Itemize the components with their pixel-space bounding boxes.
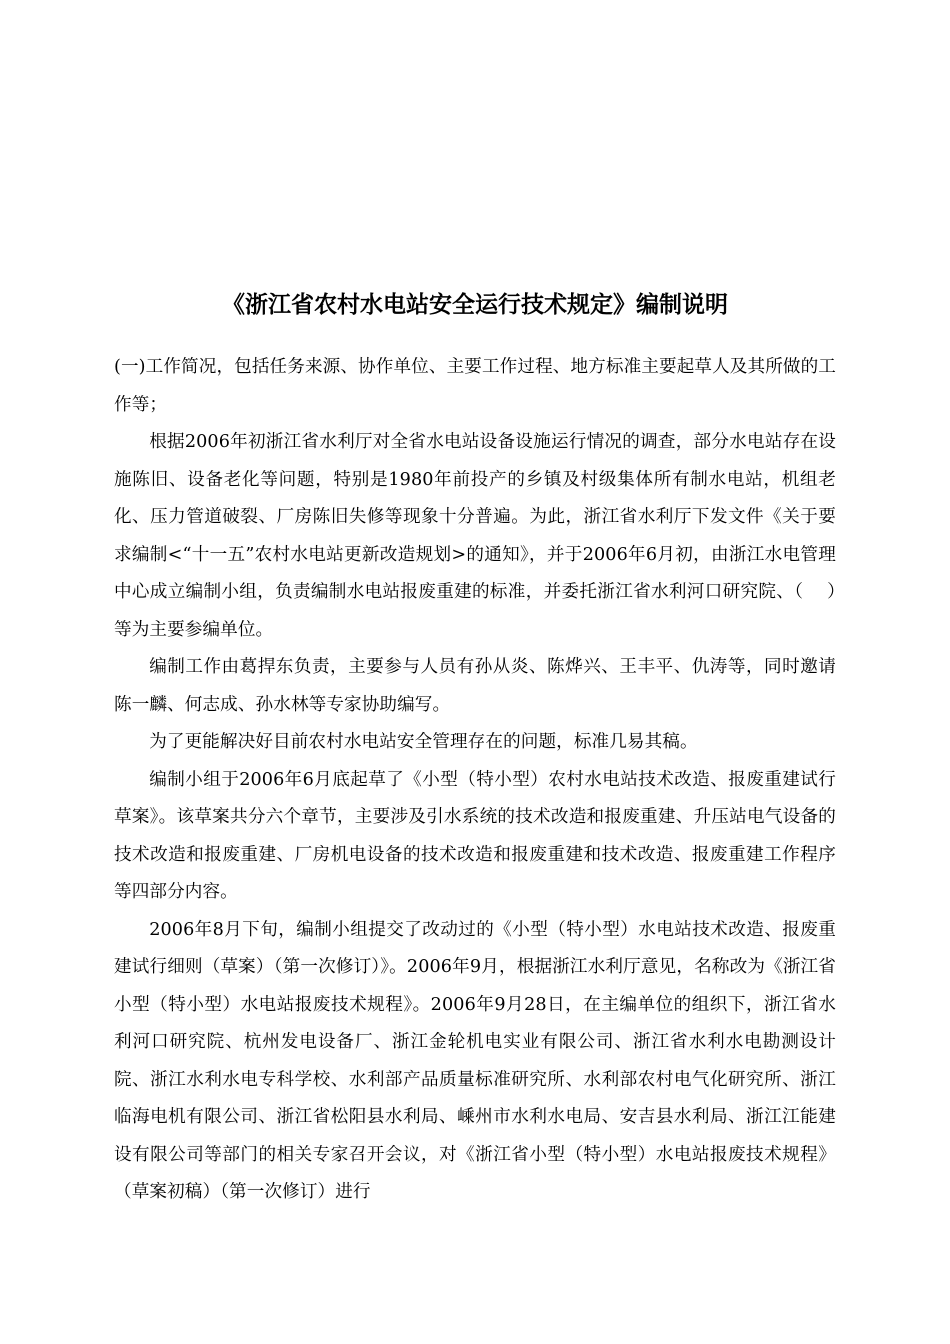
body-paragraph-draft: 编制小组于2006年6月底起草了《小型（特小型）农村水电站技术改造、报废重建试行草案》。该草案共分六个章节，主要涉及引水系统的技术改造和报废重建、升压站电气设备的技术改造和报废重建、厂房机电设备的技术改造和报废重建和技术改造、报废重建工作程序等四部分内容。 <box>114 769 836 902</box>
document-title: 《浙江省农村水电站安全运行技术规定》编制说明 <box>222 292 728 318</box>
body-paragraph-personnel: 编制工作由葛捍东负责，主要参与人员有孙从炎、陈烨兴、王丰平、仇涛等，同时邀请陈一麟、何志成、孙水林等专家协助编写。 <box>114 657 836 715</box>
body-paragraph-meeting: 2006年8月下旬，编制小组提交了改动过的《小型（特小型）水电站技术改造、报废重建试行细则（草案）（第一次修订）》。2006年9月，根据浙江水利厅意见，名称改为《浙江省小型（特小型）水电站报废技术规程》。2006年9月28日，在主编单位的组织下，浙江省水利河口研究院、杭州发电设备厂、浙江金轮机电实业有限公司、浙江省水利水电勘测设计院、浙江水利水电专科学校、水利部产品质量标准研究所、水利部农村电气化研究所、浙江临海电机有限公司、浙江省松阳县水利局、嵊州市水利水电局、安吉县水利局、浙江江能建设有限公司等部门的相关专家召开会议，对《浙江省小型（特小型）水电站报废技术规程》（草案初稿）（第一次修订）进行 <box>114 919 836 1202</box>
document-body <box>114 349 836 1212</box>
body-paragraph-revisions: 为了更能解决好目前农村水电站安全管理存在的问题，标准几易其稿。 <box>149 732 698 752</box>
body-paragraph-background: 根据2006年初浙江省水利厅对全省水电站设备设施运行情况的调查，部分水电站存在设施陈旧、设备老化等问题，特别是1980年前投产的乡镇及村级集体所有制水电站，机组老化、压力管道破裂、厂房陈旧失修等现象十分普遍。为此，浙江省水利厅下发文件《关于要求编制<“十一五”农村水电站更新改造规划>的通知》，并于2006年6月初，由浙江水电管理中心成立编制小组，负责编制水电站报废重建的标准，并委托浙江省水利河口研究院、（ ）等为主要参编单位。 <box>114 432 836 640</box>
section-heading-paragraph: (一)工作简况，包括任务来源、协作单位、主要工作过程、地方标准主要起草人及其所做的工作等； <box>114 357 836 415</box>
